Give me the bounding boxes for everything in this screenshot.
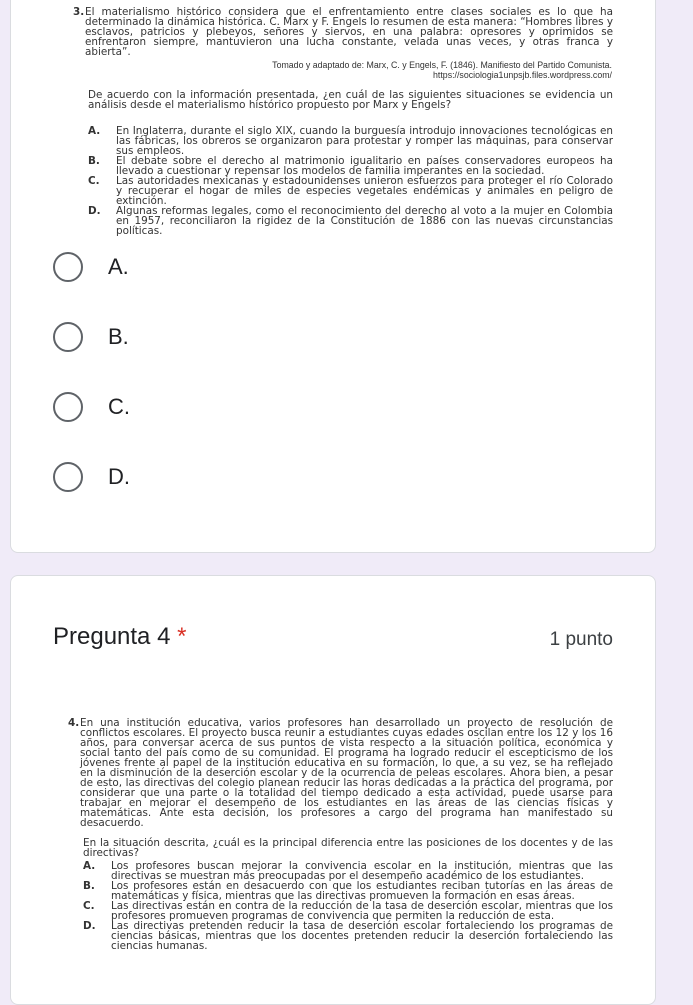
radio-circle-icon[interactable] (53, 252, 83, 282)
question-3-text: El materialismo histórico considera que el enfrentamiento entre clases sociales es lo que ha determinado la dinámica histórica. C. Marx y F. Engels lo resumen de esta manera: “Hombres libres y esclavos, patricios y plebeyos, señores y siervos, en una palabra: opresores y oprimidos se enfrentaron siempre, mantuvieron una lucha constante, velada unas veces, y otras franca y abierta”. (85, 6, 613, 58)
question-4-title-text: Pregunta 4 (53, 623, 171, 650)
q4-option-text-a: A. Los profesores buscan mejorar la convivencia escolar en la institución, mientras que las directivas se muestran más preocupadas por el desempeño académico de los estudiantes. (83, 860, 613, 882)
option-text-a: A. En Inglaterra, durante el siglo XIX, cuando la burguesía introdujo innovaciones tecnológicas en las fábricas, los obreros se organizaron para protestar y romper las máquinas, para conservar sus empleos. (88, 125, 613, 157)
source-url: https://sociologia1unpsjb.files.wordpress.com/ (433, 70, 612, 80)
q4-option-text-d: D. Las directivas pretenden reducir la tasa de deserción escolar fortaleciendo los programas de ciencias básicas, mientras que los docentes pretenden reducir la deserción fortaleciendo las ciencias humanas. (83, 920, 613, 952)
question-4-points: 1 punto (549, 629, 613, 650)
choice-c-label: C. (108, 394, 130, 419)
question-4-title (53, 623, 186, 651)
choice-a[interactable] (53, 252, 129, 282)
radio-circle-icon[interactable] (53, 392, 83, 422)
required-asterisk: * (177, 623, 187, 650)
choice-b-label: B. (108, 324, 129, 349)
question-3-prompt: De acuerdo con la información presentada, ¿en cuál de las siguientes situaciones se evidencia un análisis desde el materialismo histórico propuesto por Marx y Engels? (88, 89, 613, 111)
radio-circle-icon[interactable] (53, 322, 83, 352)
radio-circle-icon[interactable] (53, 462, 83, 492)
choice-d[interactable] (53, 462, 130, 492)
choice-d-label: D. (108, 464, 130, 489)
question-4-image (68, 718, 613, 828)
question-card-3 (10, 0, 656, 553)
question-4-number: 4. (68, 717, 80, 729)
option-text-c: C. Las autoridades mexicanas y estadounidenses unieron esfuerzos para proteger el río Colorado y recuperar el hogar de miles de especies vegetales endémicas y animales en peligro de extinción. (88, 175, 613, 207)
source-citation: Tomado y adaptado de: Marx, C. y Engels, F. (1846). Manifiesto del Partido Comunista. (272, 60, 612, 70)
choice-b[interactable] (53, 322, 129, 352)
question-4-prompt: En la situación descrita, ¿cuál es la principal diferencia entre las posiciones de los docentes y de las directivas? (83, 837, 613, 859)
question-3-image (73, 7, 613, 57)
q4-option-text-c: C. Las directivas están en contra de la reducción de la tasa de deserción escolar, mientras que los profesores promueven programas de convivencia que permiten la reducción de esta. (83, 900, 613, 922)
question-4-text: En una institución educativa, varios profesores han desarrollado un proyecto de resolución de conflictos escolares. El proyecto busca reunir a estudiantes cuyas edades oscilan entre los 12 y los 16 años, para conversar acerca de sus puntos de vista respecto a la situación política, económica y social tanto del país como de su comunidad. El programa ha logrado reducir el escepticismo de los jóvenes frente al papel de la institución educativa en su formación, lo que, a su vez, se ha reflejado en la disminución de la deserción escolar y de la ocurrencia de peleas escolares. Ahora bien, a pesar de esto, las directivas del colegio planean reducir las horas dedicadas a la práctica del programa, por considerar que una parte o la totalidad del tiempo dedicado a esta actividad, puede usarse para trabajar en mejorar el desempeño de los estudiantes en las áreas de las ciencias físicas y matemáticas. Ante esta decisión, los profesores a cargo del programa han manifestado su desacuerdo. (80, 717, 613, 829)
question-3-number: 3. (73, 6, 85, 18)
question-card-4 (10, 575, 656, 1005)
question-3-options (88, 126, 613, 236)
question-3-source (211, 60, 612, 80)
option-text-b: B. El debate sobre el derecho al matrimonio igualitario en países conservadores europeos ha llevado a cuestionar y repensar los modelos de familia imperantes en la sociedad. (88, 155, 613, 177)
question-4-options (83, 861, 613, 951)
choice-c[interactable] (53, 392, 130, 422)
option-text-d: D. Algunas reformas legales, como el reconocimiento del derecho al voto a la mujer en Colombia en 1957, reconciliaron la rigidez de la Constitución de 1886 con las nuevas circunstancias políticas. (88, 205, 613, 237)
choice-a-label: A. (108, 254, 129, 279)
q4-option-text-b: B. Los profesores están en desacuerdo con que los estudiantes reciban tutorías en las áreas de matemáticas y física, mientras que las directivas promueven la formación en esas áreas. (83, 880, 613, 902)
